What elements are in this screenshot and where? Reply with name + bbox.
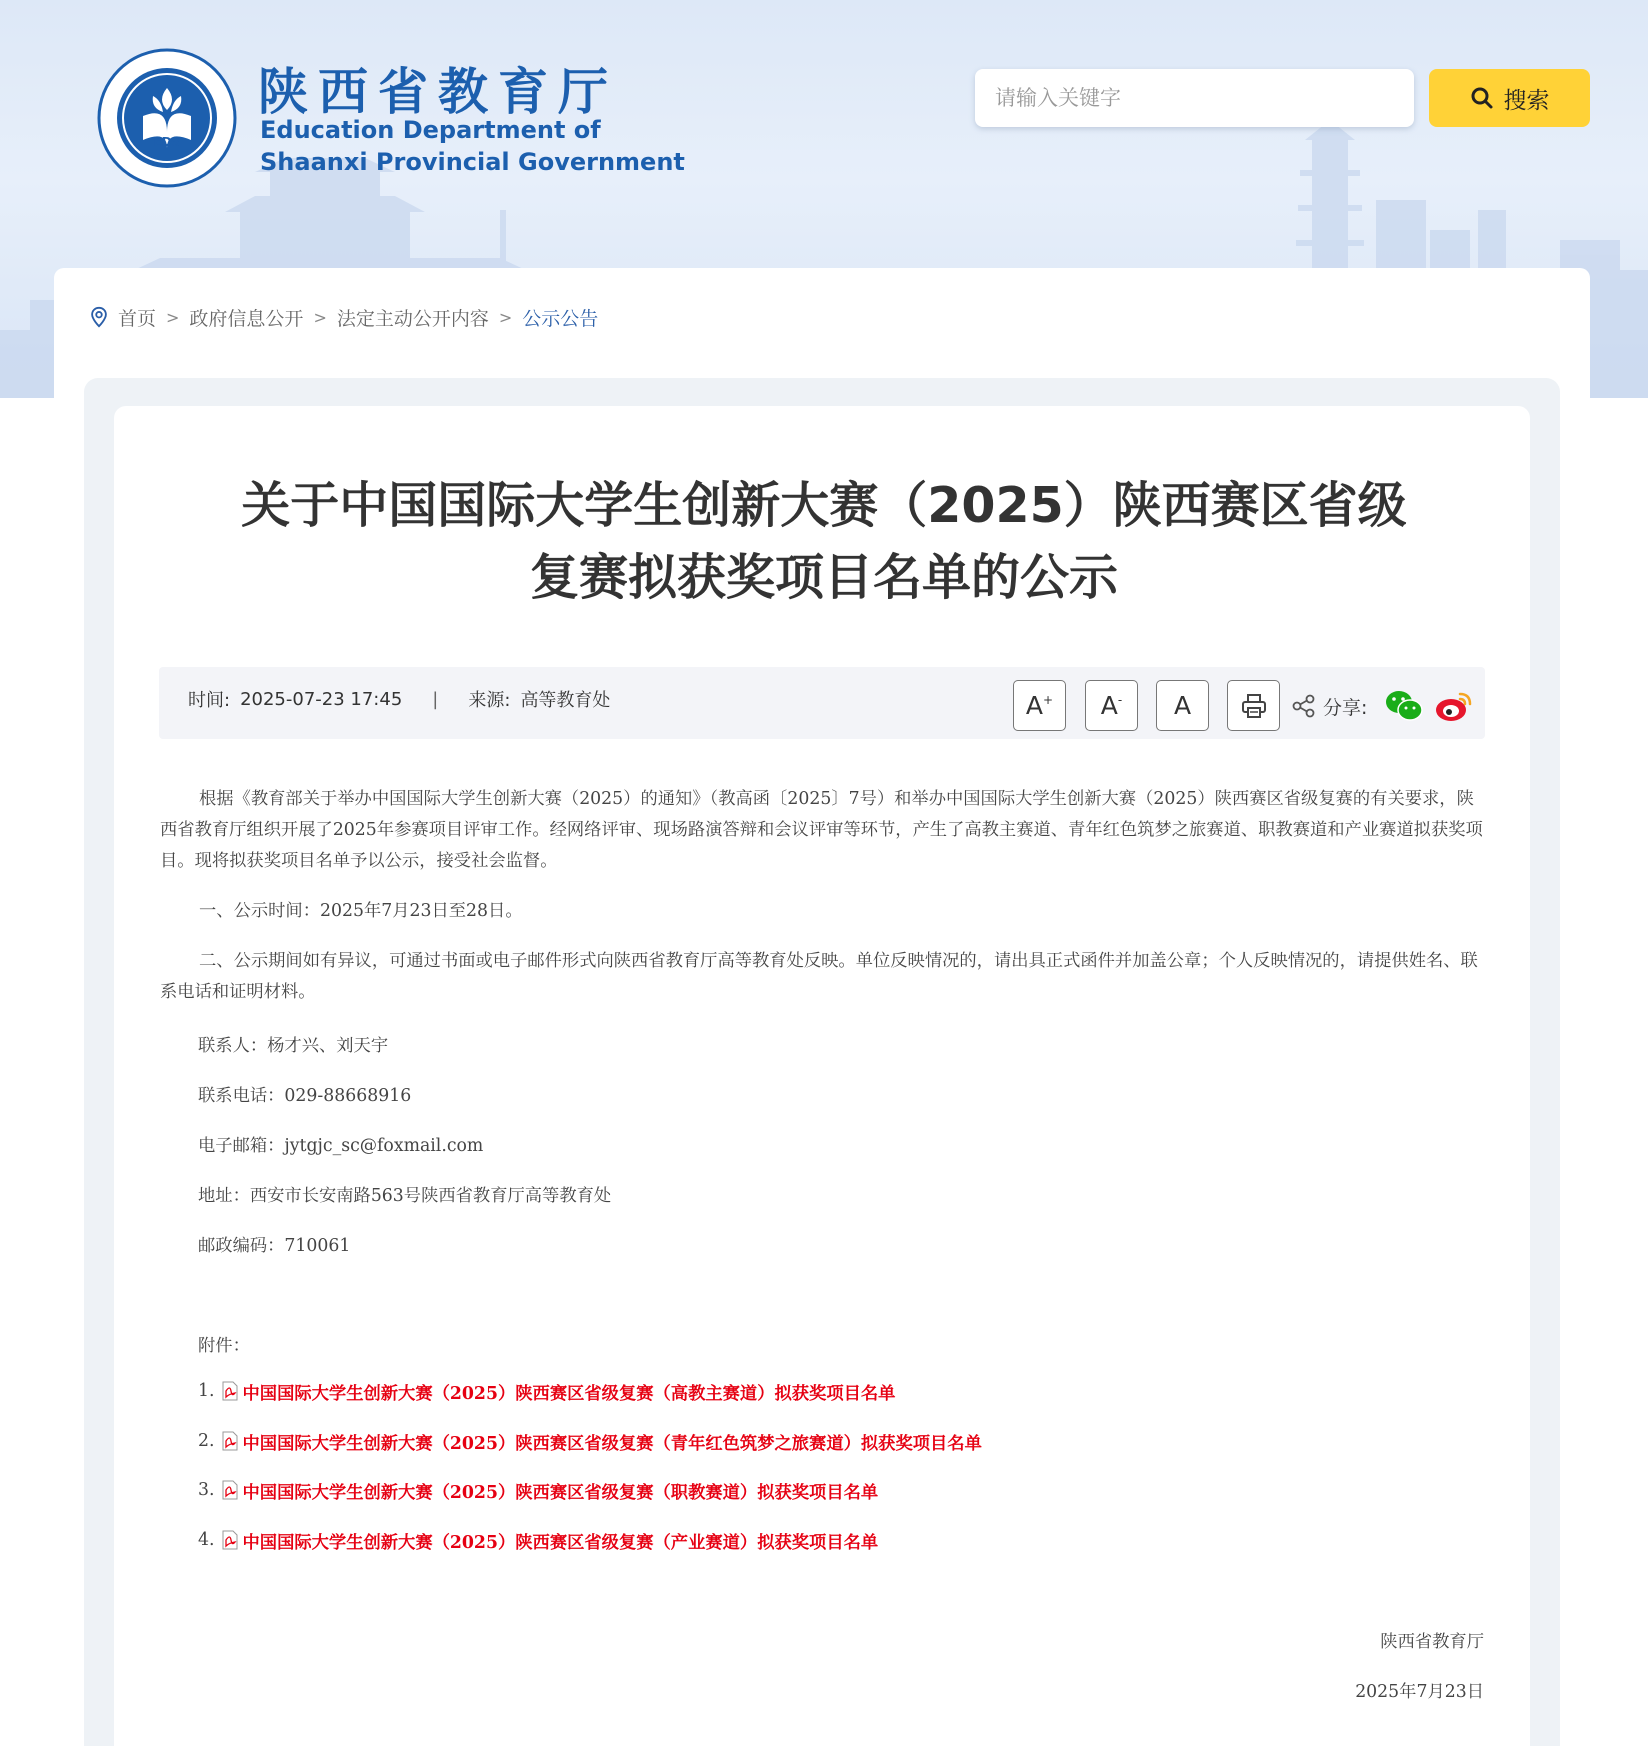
search-button-label: 搜索: [1503, 87, 1550, 114]
publish-time: 2025-07-23 17:45: [240, 688, 403, 710]
site-title-en-line2: Shaanxi Provincial Government: [260, 148, 685, 176]
font-increase-button[interactable]: [1013, 680, 1066, 731]
contact-email: 电子邮箱：jytgjc_sc@foxmail.com: [198, 1136, 484, 1156]
share-label: 分享:: [1323, 696, 1368, 719]
body-paragraph-2: 一、公示时间：2025年7月23日至28日。: [199, 901, 523, 921]
attachments-label: 附件：: [198, 1336, 250, 1356]
font-decrease-button[interactable]: [1085, 680, 1138, 731]
search-button[interactable]: [1429, 69, 1590, 127]
weibo-icon[interactable]: [1434, 688, 1474, 724]
breadcrumb-separator: >: [498, 307, 513, 327]
svg-text:EDS: EDS: [153, 135, 181, 149]
contact-person: 联系人：杨才兴、刘天宇: [198, 1036, 389, 1056]
body-paragraph-1: 根据《教育部关于举办中国国际大学生创新大赛（2025）的通知》（教高函〔2025〕7号）和举办中国国际大学生创新大赛（2025）陕西赛区省级复赛的有关要求，陕西省教育厅组织开展了2025年参赛项目评审工作。经网络评审、现场路演答辩和会议评审等环节，产生了高教主赛道、青年红色筑梦之旅赛道、职教赛道和产业赛道拟获奖项目。现将拟获奖项目名单予以公示，接受社会监督。: [160, 789, 1483, 871]
article-title-line2: 复赛拟获奖项目名单的公示: [529, 549, 1118, 606]
attachment-item: [198, 1526, 878, 1554]
pdf-icon: [221, 1480, 239, 1500]
attachment-link-2[interactable]: 中国国际大学生创新大赛（2025）陕西赛区省级复赛（青年红色筑梦之旅赛道）拟获奖项目名单: [242, 1433, 982, 1454]
search-icon: [1470, 86, 1494, 110]
breadcrumb-announcements[interactable]: 公示公告: [522, 307, 599, 330]
source-label: 来源:: [468, 690, 511, 711]
attachment-item: [198, 1377, 895, 1405]
font-default-label: A: [1173, 691, 1192, 720]
department-emblem-logo: [97, 48, 237, 188]
print-button[interactable]: [1227, 680, 1280, 731]
breadcrumb: [88, 302, 598, 332]
breadcrumb-statutory-content[interactable]: 法定主动公开内容: [336, 307, 489, 330]
article-title: [190, 470, 1458, 614]
wechat-icon[interactable]: [1384, 688, 1424, 724]
article-title-line1: 关于中国国际大学生创新大赛（2025）陕西赛区省级: [241, 477, 1407, 534]
font-decrease-label: A: [1100, 691, 1118, 720]
share-group: [1291, 690, 1367, 722]
font-default-button[interactable]: [1156, 680, 1209, 731]
contact-postcode: 邮政编码：710061: [198, 1236, 351, 1256]
attachment-number: 2.: [198, 1431, 215, 1451]
location-icon: [88, 306, 110, 328]
print-icon: [1240, 692, 1268, 720]
breadcrumb-separator: >: [166, 307, 180, 327]
source-value: 高等教育处: [520, 690, 611, 711]
meta-divider: |: [432, 688, 439, 710]
pdf-icon: [221, 1431, 239, 1451]
breadcrumb-separator: >: [313, 307, 327, 327]
pdf-icon: [221, 1381, 239, 1401]
attachment-number: 4.: [198, 1530, 215, 1550]
site-title-cn: 陕西省教育厅: [258, 62, 618, 121]
breadcrumb-gov-info[interactable]: 政府信息公开: [189, 307, 304, 330]
search-input[interactable]: [975, 69, 1414, 127]
attachment-link-3[interactable]: 中国国际大学生创新大赛（2025）陕西赛区省级复赛（职教赛道）拟获奖项目名单: [242, 1482, 879, 1503]
share-icon: [1291, 693, 1317, 719]
attachment-link-4[interactable]: 中国国际大学生创新大赛（2025）陕西赛区省级复赛（产业赛道）拟获奖项目名单: [242, 1532, 879, 1553]
breadcrumb-home[interactable]: 首页: [118, 307, 157, 330]
body-paragraph-3: 二、公示期间如有异议，可通过书面或电子邮件形式向陕西省教育厅高等教育处反映。单位反映情况的，请出具正式函件并加盖公章；个人反映情况的，请提供姓名、联系电话和证明材料。: [160, 951, 1478, 1002]
contact-phone: 联系电话：029-88668916: [198, 1086, 412, 1106]
minus-icon: -: [1117, 692, 1123, 707]
site-title-en: [260, 114, 685, 178]
pdf-icon: [221, 1530, 239, 1550]
attachment-number: 1.: [198, 1381, 215, 1401]
signature-org: 陕西省教育厅: [1380, 1632, 1484, 1652]
contact-address: 地址：西安市长安南路563号陕西省教育厅高等教育处: [198, 1186, 612, 1206]
signature-date: 2025年7月23日: [1355, 1682, 1484, 1702]
attachment-item: [198, 1427, 982, 1455]
font-increase-label: A: [1025, 691, 1044, 720]
article-meta-info: [188, 684, 610, 714]
plus-icon: +: [1043, 692, 1054, 707]
time-label: 时间:: [188, 690, 231, 711]
attachment-link-1[interactable]: 中国国际大学生创新大赛（2025）陕西赛区省级复赛（高教主赛道）拟获奖项目名单: [242, 1383, 896, 1404]
attachment-number: 3.: [198, 1480, 215, 1500]
site-title-en-line1: Education Department of: [260, 116, 601, 144]
attachment-item: [198, 1476, 878, 1504]
